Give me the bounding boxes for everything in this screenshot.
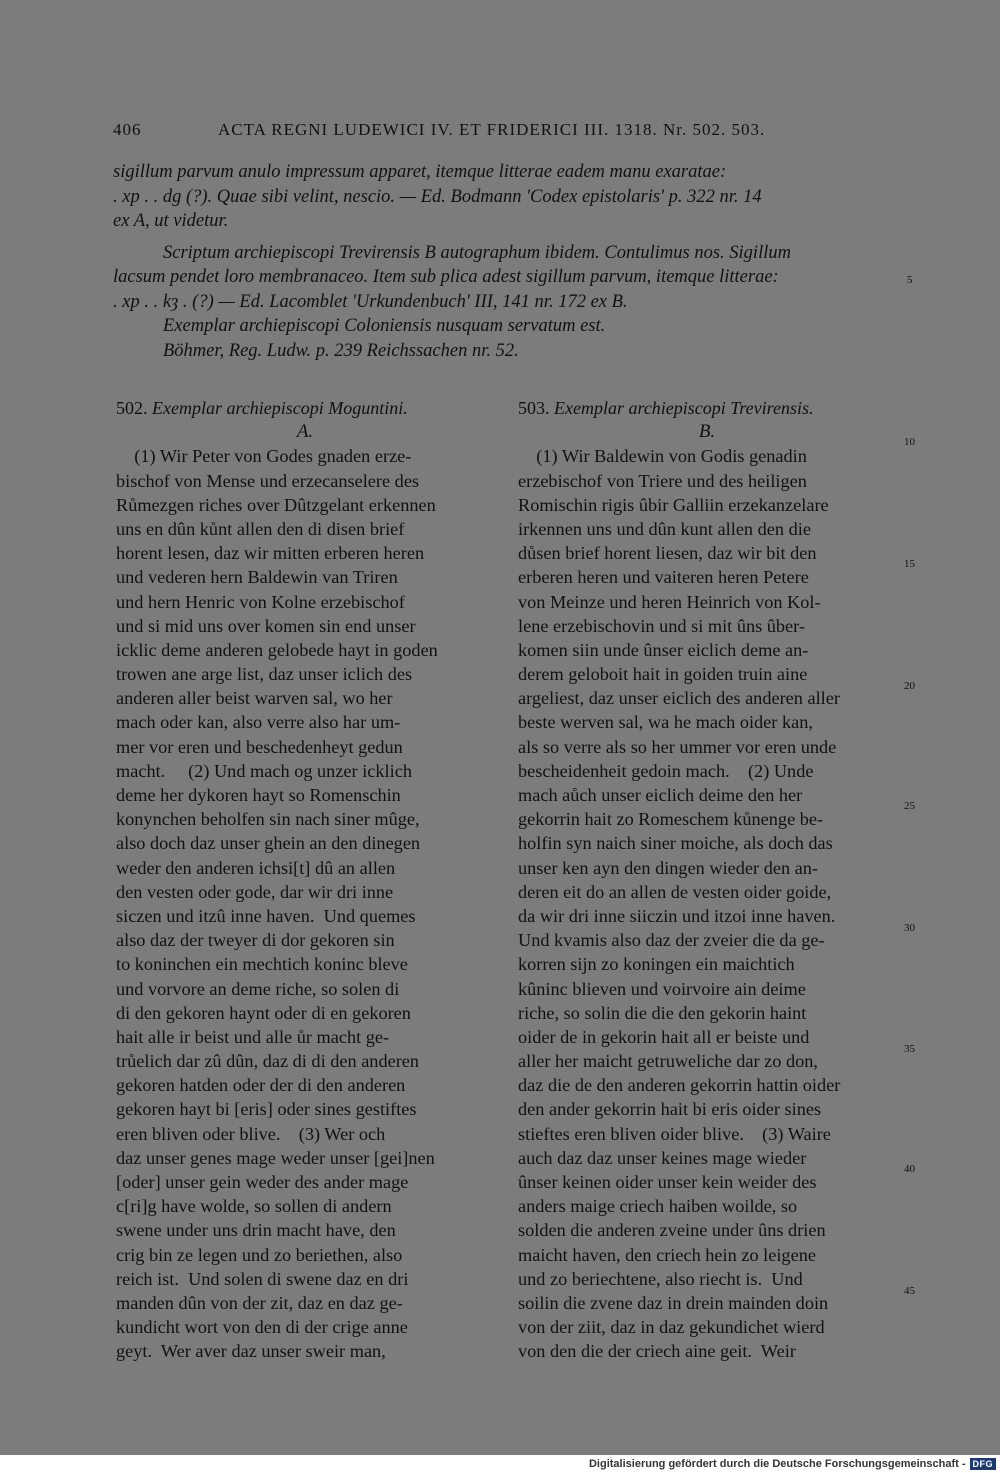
text-line: gekoren hayt bi [eris] oder sines gestiftes bbox=[116, 1099, 417, 1120]
text-line: stieftes eren bliven oider blive. (3) Waire bbox=[518, 1123, 831, 1144]
text-line: den ander gekorrin hait bi eris oider sines bbox=[518, 1099, 822, 1120]
text-line: mer vor eren und beschedenheyt gedun bbox=[116, 736, 403, 757]
running-title: ACTA REGNI LUDEWICI IV. ET FRIDERICI III. 1318. Nr. 502. 503. bbox=[218, 120, 766, 139]
text-line: also doch daz unser ghein an den dinegen bbox=[116, 833, 421, 854]
text-line: ûnser keinen oider unser kein weider des bbox=[518, 1172, 817, 1193]
footer-bar bbox=[0, 1455, 1000, 1473]
text-line: reich ist. Und solen di swene daz en dri bbox=[116, 1268, 409, 1289]
text-line: auch daz daz unser keines mage wieder bbox=[518, 1147, 807, 1168]
margin-line-number: 5 bbox=[907, 274, 913, 286]
text-line: horent lesen, daz wir mitten erberen heren bbox=[116, 543, 425, 564]
document-letter: A. bbox=[296, 421, 314, 443]
text-line: icklic deme anderen gelobede hayt in goden bbox=[116, 639, 438, 660]
text-line: to koninchen ein mechtich koninc bleve bbox=[116, 954, 408, 975]
text-line: irkennen uns und dûn kunt allen den die bbox=[518, 518, 811, 539]
text-line: beste werven sal, wa he mach oider kan, bbox=[518, 712, 813, 733]
intro-line: Scriptum archiepiscopi Trevirensis B autographum ibidem. Contulimus nos. Sigillum bbox=[163, 242, 791, 263]
document-letter: B. bbox=[698, 421, 716, 443]
text-line: gekorrin hait zo Romeschem kůnenge be- bbox=[518, 809, 824, 830]
text-line: daz die de den anderen gekorrin hattin oider bbox=[518, 1075, 841, 1096]
text-line: Růmezgen riches over Dûtzgelant erkennen bbox=[116, 494, 436, 515]
text-line: derem geloboit hait in goiden truin aine bbox=[518, 664, 808, 685]
margin-line-number: 40 bbox=[904, 1163, 915, 1175]
text-line: korren sijn zo koningen ein maichtich bbox=[518, 954, 795, 975]
text-line: trůelich dar zû dûn, daz di di den anderen bbox=[116, 1051, 420, 1072]
text-line: also daz der tweyer di dor gekoren sin bbox=[116, 930, 395, 951]
intro-line: sigillum parvum anulo impressum apparet, itemque litterae eadem manu exaratae: bbox=[113, 162, 727, 182]
dfg-logo: DFG bbox=[970, 1458, 997, 1470]
text-line: trowen ane arge list, daz unser iclich des bbox=[116, 664, 413, 685]
margin-line-number: 30 bbox=[904, 922, 915, 934]
intro-line: Exemplar archiepiscopi Coloniensis nusquam servatum est. bbox=[163, 316, 606, 336]
text-line: maicht haven, den criech hein zo leigene bbox=[518, 1244, 816, 1265]
margin-line-number: 20 bbox=[904, 680, 915, 692]
margin-line-number: 25 bbox=[904, 800, 915, 812]
text-line: kundicht wort von den di der crige anne bbox=[116, 1317, 408, 1338]
text-line: den vesten oder gode, dar wir dri inne bbox=[116, 881, 394, 902]
text-line: c[ri]g have wolde, so sollen di andern bbox=[116, 1196, 392, 1217]
text-line: mach oder kan, also verre also har um- bbox=[116, 712, 401, 733]
text-line: důsen brief horent liesen, daz wir bit den bbox=[518, 543, 817, 564]
document-number: 503. bbox=[518, 398, 550, 418]
text-line: bischof von Mense und erzecanselere des bbox=[116, 470, 420, 491]
text-line: anders maige criech haiben woilde, so bbox=[518, 1196, 798, 1217]
text-line: oider de in gekorin hait all er beiste und bbox=[518, 1026, 810, 1047]
text-line: eren bliven oder blive. (3) Wer och bbox=[116, 1123, 386, 1144]
running-head bbox=[113, 120, 893, 140]
intro-line: . xp . . kȝ . (?) — Ed. Lacomblet 'Urkundenbuch' III, 141 nr. 172 ex B. bbox=[113, 291, 628, 312]
left-column-text bbox=[116, 444, 494, 1363]
text-line: konynchen beholfen sin nach siner mûge, bbox=[116, 809, 420, 830]
intro-line: lacsum pendet loro membranaceo. Item sub plica adest sigillum parvum, itemque litterae: bbox=[113, 267, 779, 287]
text-line: riche, so solin die die den gekorin haint bbox=[518, 1002, 807, 1023]
text-line: kûninc blieven und voirvoire ain deime bbox=[518, 978, 806, 999]
text-line: komen siin unde ûnser eiclich deme an- bbox=[518, 639, 809, 660]
page-number: 406 bbox=[113, 120, 142, 139]
text-line: uns en dûn kůnt allen den di disen brief bbox=[116, 518, 405, 539]
text-line: von Meinze und heren Heinrich von Kol- bbox=[518, 591, 821, 612]
text-line: daz unser genes mage weder unser [gei]nen bbox=[116, 1147, 435, 1168]
text-line: siczen und itzû inne haven. Und quemes bbox=[116, 905, 416, 926]
text-line: di den gekoren haynt oder di en gekoren bbox=[116, 1002, 411, 1023]
text-line: erzebischof von Triere und des heiligen bbox=[518, 470, 807, 491]
text-line: und si mid uns over komen sin end unser bbox=[116, 615, 416, 636]
document-title: Exemplar archiepiscopi Moguntini. bbox=[152, 398, 408, 418]
margin-line-number: 10 bbox=[904, 436, 915, 448]
text-line: manden dûn von der zit, daz en daz ge- bbox=[116, 1292, 403, 1313]
text-line: da wir dri inne siiczin und itzoi inne haven. bbox=[518, 905, 836, 926]
left-column-heading bbox=[116, 396, 494, 420]
text-line: solden die anderen zveine under ûns drien bbox=[518, 1220, 826, 1241]
text-line: swene under uns drin macht have, den bbox=[116, 1220, 396, 1241]
text-line: [oder] unser gein weder des ander mage bbox=[116, 1172, 409, 1193]
right-column-heading bbox=[518, 396, 896, 420]
intro-notes bbox=[113, 160, 895, 363]
text-line: Und kvamis also daz der zveier die da ge- bbox=[518, 930, 825, 951]
intro-line: . xp . . dg (?). Quae sibi velint, nescio. — Ed. Bodmann 'Codex epistolaris' p. 322 nr. 14 bbox=[113, 186, 762, 207]
left-column bbox=[116, 396, 494, 1364]
text-line: als so verre als so her ummer vor eren unde bbox=[518, 736, 837, 757]
text-line: holfin syn naich siner moiche, als doch das bbox=[518, 833, 833, 854]
text-line: (1) Wir Baldewin von Godis genadin bbox=[518, 446, 807, 467]
text-line: und vederen hern Baldewin van Triren bbox=[116, 567, 398, 588]
text-line: (1) Wir Peter von Godes gnaden erze- bbox=[116, 446, 412, 467]
text-line: unser ken ayn den dingen wieder den an- bbox=[518, 857, 819, 878]
text-line: weder den anderen ichsi[t] dû an allen bbox=[116, 857, 396, 878]
margin-line-number: 15 bbox=[904, 558, 915, 570]
text-line: gekoren hatden oder der di den anderen bbox=[116, 1075, 406, 1096]
text-line: soilin die zvene daz in drein mainden doin bbox=[518, 1292, 829, 1313]
text-line: und hern Henric von Kolne erzebischof bbox=[116, 591, 405, 612]
intro-line: Böhmer, Reg. Ludw. p. 239 Reichssachen nr. 52. bbox=[163, 340, 519, 361]
text-line: deren eit do an allen de vesten oider goide, bbox=[518, 881, 832, 902]
document-title: Exemplar archiepiscopi Trevirensis. bbox=[554, 398, 814, 418]
text-line: macht. (2) Und mach og unzer icklich bbox=[116, 760, 412, 781]
text-line: von den die der criech aine geit. Weir bbox=[518, 1341, 796, 1362]
text-line: erberen heren und vaiteren heren Petere bbox=[518, 567, 809, 588]
right-column bbox=[518, 396, 896, 1364]
margin-line-number: 35 bbox=[904, 1043, 915, 1055]
document-number: 502. bbox=[116, 398, 148, 418]
text-line: crig bin ze legen und zo beriethen, also bbox=[116, 1244, 403, 1265]
text-line: geyt. Wer aver daz unser sweir man, bbox=[116, 1341, 386, 1362]
text-line: bescheidenheit gedoin mach. (2) Unde bbox=[518, 760, 814, 781]
text-line: anderen aller beist warven sal, wo her bbox=[116, 688, 393, 709]
text-line: hait alle ir beist und alle ůr macht ge- bbox=[116, 1026, 390, 1047]
text-line: und zo beriechtene, also riecht is. Und bbox=[518, 1268, 803, 1289]
intro-line: ex A, ut videtur. bbox=[113, 211, 229, 231]
text-line: mach aůch unser eiclich deime den her bbox=[518, 785, 803, 806]
margin-line-number: 45 bbox=[904, 1285, 915, 1297]
text-line: argeliest, daz unser eiclich des anderen aller bbox=[518, 688, 840, 709]
text-line: aller her maicht getruweliche dar zo don, bbox=[518, 1051, 818, 1072]
footer-credit: Digitalisierung gefördert durch die Deutsche Forschungsgemeinschaft - bbox=[588, 1458, 966, 1470]
text-line: deme her dykoren hayt so Romenschin bbox=[116, 785, 401, 806]
text-line: Romischin rigis ûbir Galliin erzekanzelare bbox=[518, 494, 829, 515]
right-column-text bbox=[518, 444, 896, 1363]
text-line: und vorvore an deme riche, so solen di bbox=[116, 978, 400, 999]
text-line: lene erzebischovin und si mit ûns ûber- bbox=[518, 615, 805, 636]
text-line: von der ziit, daz in daz gekundichet wierd bbox=[518, 1317, 825, 1338]
